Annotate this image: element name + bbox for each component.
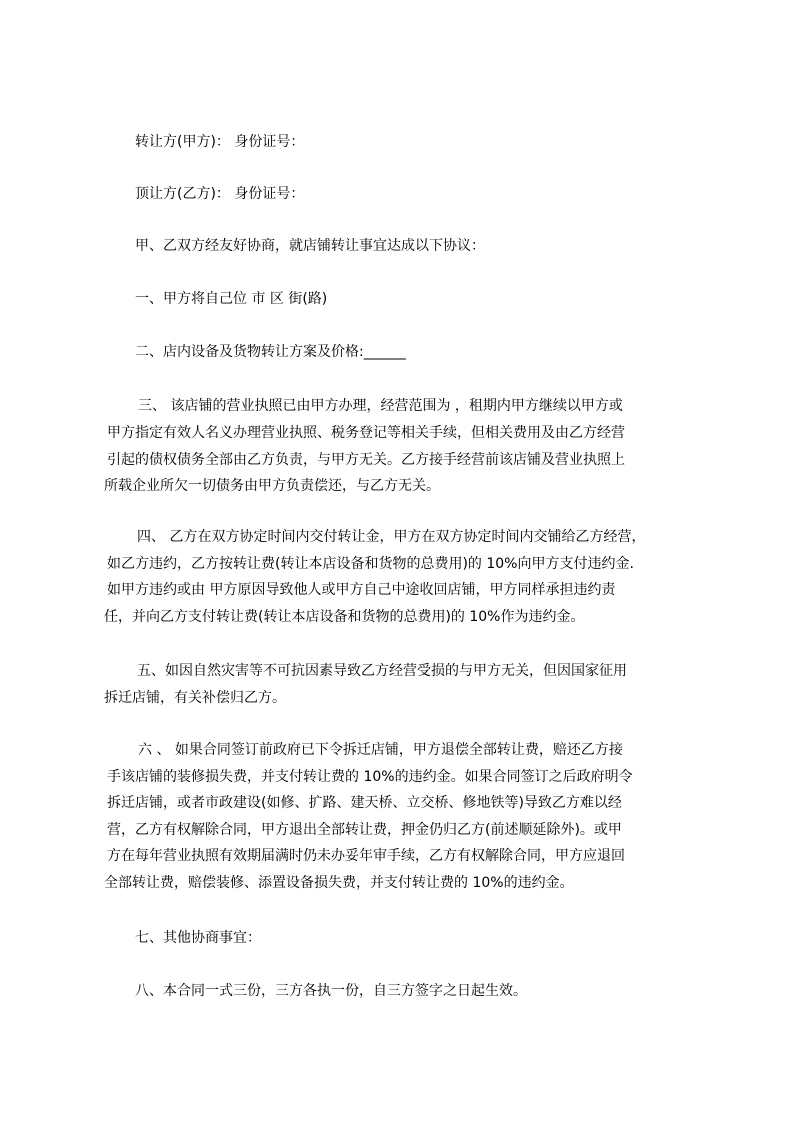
transferee-line: 顶让方(乙方)： 身份证号： [135, 186, 305, 202]
clause-4-line-2: 如乙方违约，乙方按转让费(转让本店设备和货物的总费用)的 10%向甲方支付违约金. [107, 556, 634, 572]
clause-6-line-4: 营，乙方有权解除合同，甲方退出全部转让费，押金仍归乙方(前述顺延除外)。或甲 [107, 822, 622, 838]
clause-6-line-6: 全部转让费，赔偿装修、添置设备损失费，并支付转让费的 10%的违约金。 [104, 875, 574, 891]
agreement-intro: 甲、乙双方经友好协商，就店铺转让事宜达成以下协议： [135, 238, 485, 254]
clause-4-line-3: 如甲方违约或由 甲方原因导致他人或甲方自己中途收回店铺，甲方同样承担违约责 [107, 582, 616, 598]
clause-3-line-1: 三、 该店铺的营业执照已由甲方办理，经营范围为 ，租期内甲方继续以甲方或 [138, 398, 623, 414]
transferor-line: 转让方(甲方)： 身份证号： [135, 134, 305, 150]
clause-2: 二、店内设备及货物转让方案及价格:______ [135, 344, 406, 360]
clause-1: 一、甲方将自己位 市 区 街(路) [135, 291, 328, 307]
clause-4-line-1: 四、 乙方在双方协定时间内交付转让金，甲方在双方协定时间内交铺给乙方经营， [137, 529, 646, 545]
clause-5-line-2: 拆迁店铺，有关补偿归乙方。 [104, 690, 286, 706]
clause-6-line-2: 手该店铺的装修损失费，并支付转让费的 10%的违约金。如果合同签订之后政府明令 [107, 769, 633, 785]
clause-6-line-5: 方在每年营业执照有效期届满时仍未办妥年审手续，乙方有权解除合同，甲方应退回 [107, 848, 625, 864]
clause-6-line-1: 六 、 如果合同签订前政府已下令拆迁店铺，甲方退偿全部转让费，赔还乙方接 [138, 742, 623, 758]
clause-3-line-4: 所载企业所欠一切债务由甲方负责偿还，与乙方无关。 [104, 478, 440, 494]
clause-7: 七、其他协商事宜： [135, 930, 261, 946]
clause-3-line-2: 甲方指定有效人名义办理营业执照、税务登记等相关手续，但相关费用及由乙方经营 [107, 425, 625, 441]
clause-3-line-3: 引起的债权债务全部由乙方负责，与甲方无关。乙方接手经营前该店铺及营业执照上 [107, 452, 625, 468]
clause-8: 八、本合同一式三份，三方各执一份，自三方签字之日起生效。 [135, 983, 527, 999]
clause-4-line-4: 任，并向乙方支付转让费(转让本店设备和货物的总费用)的 10%作为违约金。 [104, 609, 585, 625]
clause-6-line-3: 拆迁店铺，或者市政建设(如修、扩路、建天桥、立交桥、修地铁等)导致乙方难以经 [107, 795, 622, 811]
clause-5-line-1: 五、如因自然灾害等不可抗因素导致乙方经营受损的与甲方无关，但因国家征用 [137, 663, 627, 679]
